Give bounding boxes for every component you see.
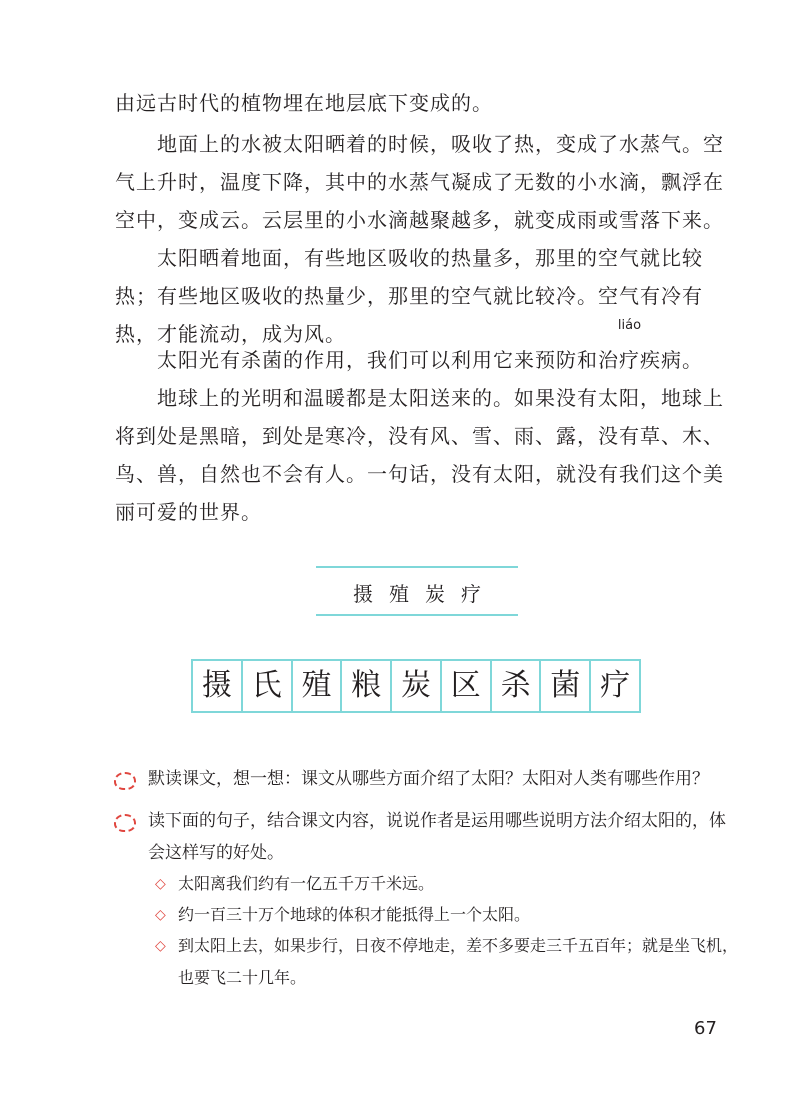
vocab-words: 摄殖炭疗 [353, 582, 497, 606]
question-1: 默读课文，想一想：课文从哪些方面介绍了太阳？太阳对人类有哪些作用？ [148, 769, 709, 789]
writing-char: 区 [440, 661, 490, 711]
writing-char: 炭 [390, 661, 440, 711]
ruby-before: 太阳光有杀菌的作用，我们可以利用它来预防和治 [115, 348, 619, 372]
text-paragraph-1: 由远古时代的植物埋在地层底下变成的。 [115, 91, 493, 115]
diamond-bullet-icon: ◇ [155, 938, 166, 954]
text-paragraph-5: 地球上的光明和温暖都是太阳送来的。如果没有太阳，地球上将到处是黑暗，到处是寒冷，没有风、雪、雨、露，没有草、木、鸟、兽，自然也不会有人。一句话，没有太阳，就没有我们这个美丽可爱的世界。 [115, 386, 724, 524]
question-marker-icon [114, 772, 136, 790]
diamond-bullet-icon: ◇ [155, 876, 166, 892]
writing-char: 疗 [589, 661, 639, 711]
writing-char: 菌 [539, 661, 589, 711]
text-paragraph-4 [115, 318, 730, 379]
vocab-top-rule [316, 566, 518, 568]
writing-char: 摄 [201, 668, 232, 703]
annotated-char [617, 318, 642, 379]
page-number: 67 [694, 1018, 717, 1039]
sentence-1: 太阳离我们约有一亿五千万千米远。 [178, 874, 435, 893]
vocab-bottom-rule [316, 614, 518, 616]
writing-char: 氏 [241, 661, 291, 711]
pinyin-annotation: liáo [617, 318, 642, 333]
text-paragraph-2: 地面上的水被太阳晒着的时候，吸收了热，变成了水蒸气。空气上升时，温度下降，其中的水蒸气凝成了无数的小水滴，飘浮在空中，变成云。云层里的小水滴越聚越多，就变成雨或雪落下来。 [115, 132, 724, 232]
sentence-3: 到太阳上去，如果步行，日夜不停地走，差不多要走三千五百年；就是坐飞机，也要飞二十几年。 [178, 936, 739, 987]
question-marker-icon [114, 814, 136, 832]
annotated-char-text: 疗 [619, 348, 640, 372]
writing-char: 殖 [291, 661, 341, 711]
diamond-bullet-icon: ◇ [155, 907, 166, 923]
text-paragraph-3: 太阳晒着地面，有些地区吸收的热量多，那里的空气就比较热；有些地区吸收的热量少，那里的空气就比较冷。空气有冷有热，才能流动，成为风。 [115, 246, 703, 346]
writing-char: 杀 [490, 661, 540, 711]
ruby-after: 疾病。 [640, 348, 703, 372]
sentence-2: 约一百三十万个地球的体积才能抵得上一个太阳。 [178, 905, 531, 924]
writing-char: 粮 [340, 661, 390, 711]
question-2: 读下面的句子，结合课文内容，说说作者是运用哪些说明方法介绍太阳的，体会这样写的好处。 [148, 811, 726, 863]
writing-grid [191, 659, 641, 713]
